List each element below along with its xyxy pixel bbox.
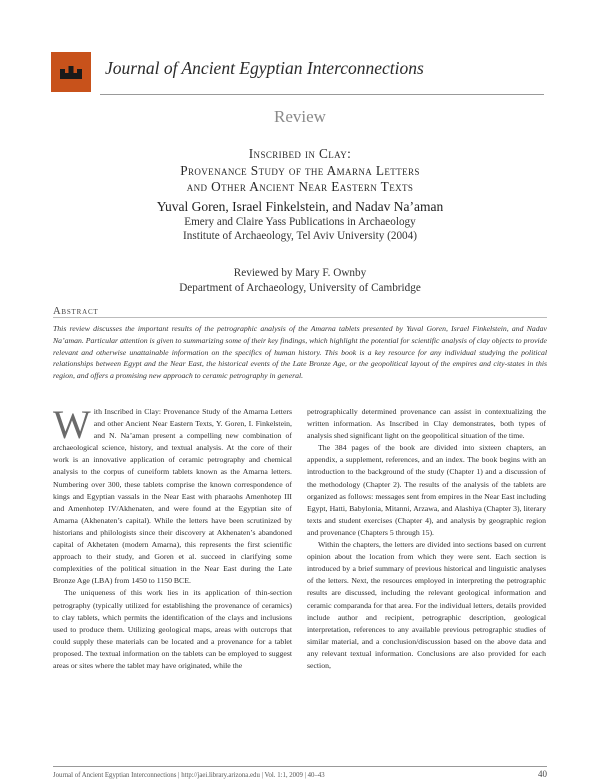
body-column-left — [53, 402, 292, 672]
body-paragraph — [53, 402, 292, 587]
footer-rule — [53, 766, 547, 767]
body-paragraph: The 384 pages of the book are divided into sixteen chapters, an appendix, a supplement, references, and an index. The book begins with an introduction to the background of the study (Chapter 1) and a discussion of the methodology (Chapter 2). The results of the analysis of the tablets are organized as follows: messages sent from empires in the Near East including Egypt, Hatti, Babylonia, Mitanni, Arzawa, and Alashiya (Chapter 3), literary texts and student exercises (Chapter 4), and analysis by geographic region and provenance (Chapters 5 through 15). — [307, 443, 546, 537]
body-paragraph: Within the chapters, the letters are divided into sections based on current opinion about the location from which they were sent. Each section is introduced by a brief summary of previous historical and linguistic analyses of the letters. Next, the resources employed in interpreting the petrographic results are discussed, including the relevant geological information and ceramic comparanda for that area. For the individual letters, details provided include author and recipient, petrographic description, geological interpretation, references to any available previous petrographic studies of similar material, and a conclusion/discussion based on the above data and any relevant textual information. Conclusions are also provided for each section, — [307, 540, 546, 670]
book-title — [0, 146, 600, 196]
section-label: Review — [274, 107, 326, 126]
publisher-line: Emery and Claire Yass Publications in Archaeology — [184, 216, 416, 228]
book-title-line: Provenance Study of the Amarna Letters — [180, 162, 420, 178]
journal-title: Journal of Ancient Egyptian Interconnections — [105, 58, 424, 78]
footer-citation: Journal of Ancient Egyptian Interconnections | http://jaei.library.arizona.edu | Vol. 1:1, 2009 | 40–43 — [53, 772, 325, 779]
reviewer-block — [0, 266, 600, 295]
book-title-line: and Other Ancient Near Eastern Texts — [186, 179, 414, 194]
drop-cap: W — [53, 402, 91, 447]
body-column-right — [307, 406, 546, 672]
header-rule — [100, 94, 544, 95]
abstract-text: This review discusses the important results of the petrographic analysis of the Amarna tablets presented by Yuval Goren, Israel Finkelstein, and Nadav Na’aman. Particular attention is given to summarizing some of their key findings, which highlight the potential for scientific analysis of clay objects to provide relevant and otherwise unattainable information on the specifics of human history. This book is a key resource for any individual studying the political relationships between Egypt and the Near East, the historical events of the Late Bronze Age, or the geopolitical layout of the empires and city-states in this region, and offers a promising new approach to ceramic petrography in general. — [53, 324, 547, 381]
book-authors: Yuval Goren, Israel Finkelstein, and Nadav Na’aman — [156, 199, 444, 214]
page-number: 40 — [538, 769, 547, 779]
body-paragraph: petrographically determined provenance can assist in contextualizing the written information. As Inscribed in Clay demonstrates, both types of analysis shed significant light on the geopolitical situation of the time. — [307, 407, 546, 441]
book-title-line: Inscribed in Clay: — [248, 146, 352, 161]
abstract-rule — [53, 317, 547, 318]
abstract-heading: Abstract — [53, 306, 99, 317]
reviewer-name: Reviewed by Mary F. Ownby — [233, 267, 367, 279]
body-paragraph: The uniqueness of this work lies in its application of thin-section petrography (typically utilized for establishing the provenance of ceramics) to clay tablets, which permits the identification of the clays and inclusions used to produce them. Utilizing geological maps, areas with outcrops that could supply these materials can be located and a provenance for a tablet proposed. The textual information on the tablets can be employed to suggest areas or sites where the tablet may have originated, while the — [53, 588, 292, 670]
publisher-line: Institute of Archaeology, Tel Aviv University (2004) — [183, 230, 417, 242]
reviewer-affiliation: Department of Archaeology, University of Cambridge — [179, 281, 421, 294]
body-paragraph-text: ith Inscribed in Clay: Provenance Study of the Amarna Letters and other Ancient Near Eastern Texts, Y. Goren, I. Finkelstein, and N. Na’aman present a compelling new combination of archaeological science, history, and textual analysis. At the core of their work is an innovative application of ceramic petrography and chemical analysis to the corpus of cuneiform tablets known as the Amarna letters. Numbering over 300, these tablets comprise the known correspondence of kings and Egyptian vassals in the Near East with pharaohs Amenhotep III and Amenhotep IV/Akhenaten, and were found at the Egyptian site of Amarna (Akhenaten’s capital). While the letters have been scrutinized by historians and philologists since their discovery at Akhenaten’s abandoned capital of Akhetaten (modern Amarna), this represents the first scientific approach to their study, and Goren et al. succeed in clarifying some complexities of the political situation in the Near East during the Late Bronze Age (LBA) from 1450 to 1150 BCE. — [53, 407, 292, 586]
crown-icon — [51, 52, 91, 92]
journal-logo — [51, 52, 91, 92]
